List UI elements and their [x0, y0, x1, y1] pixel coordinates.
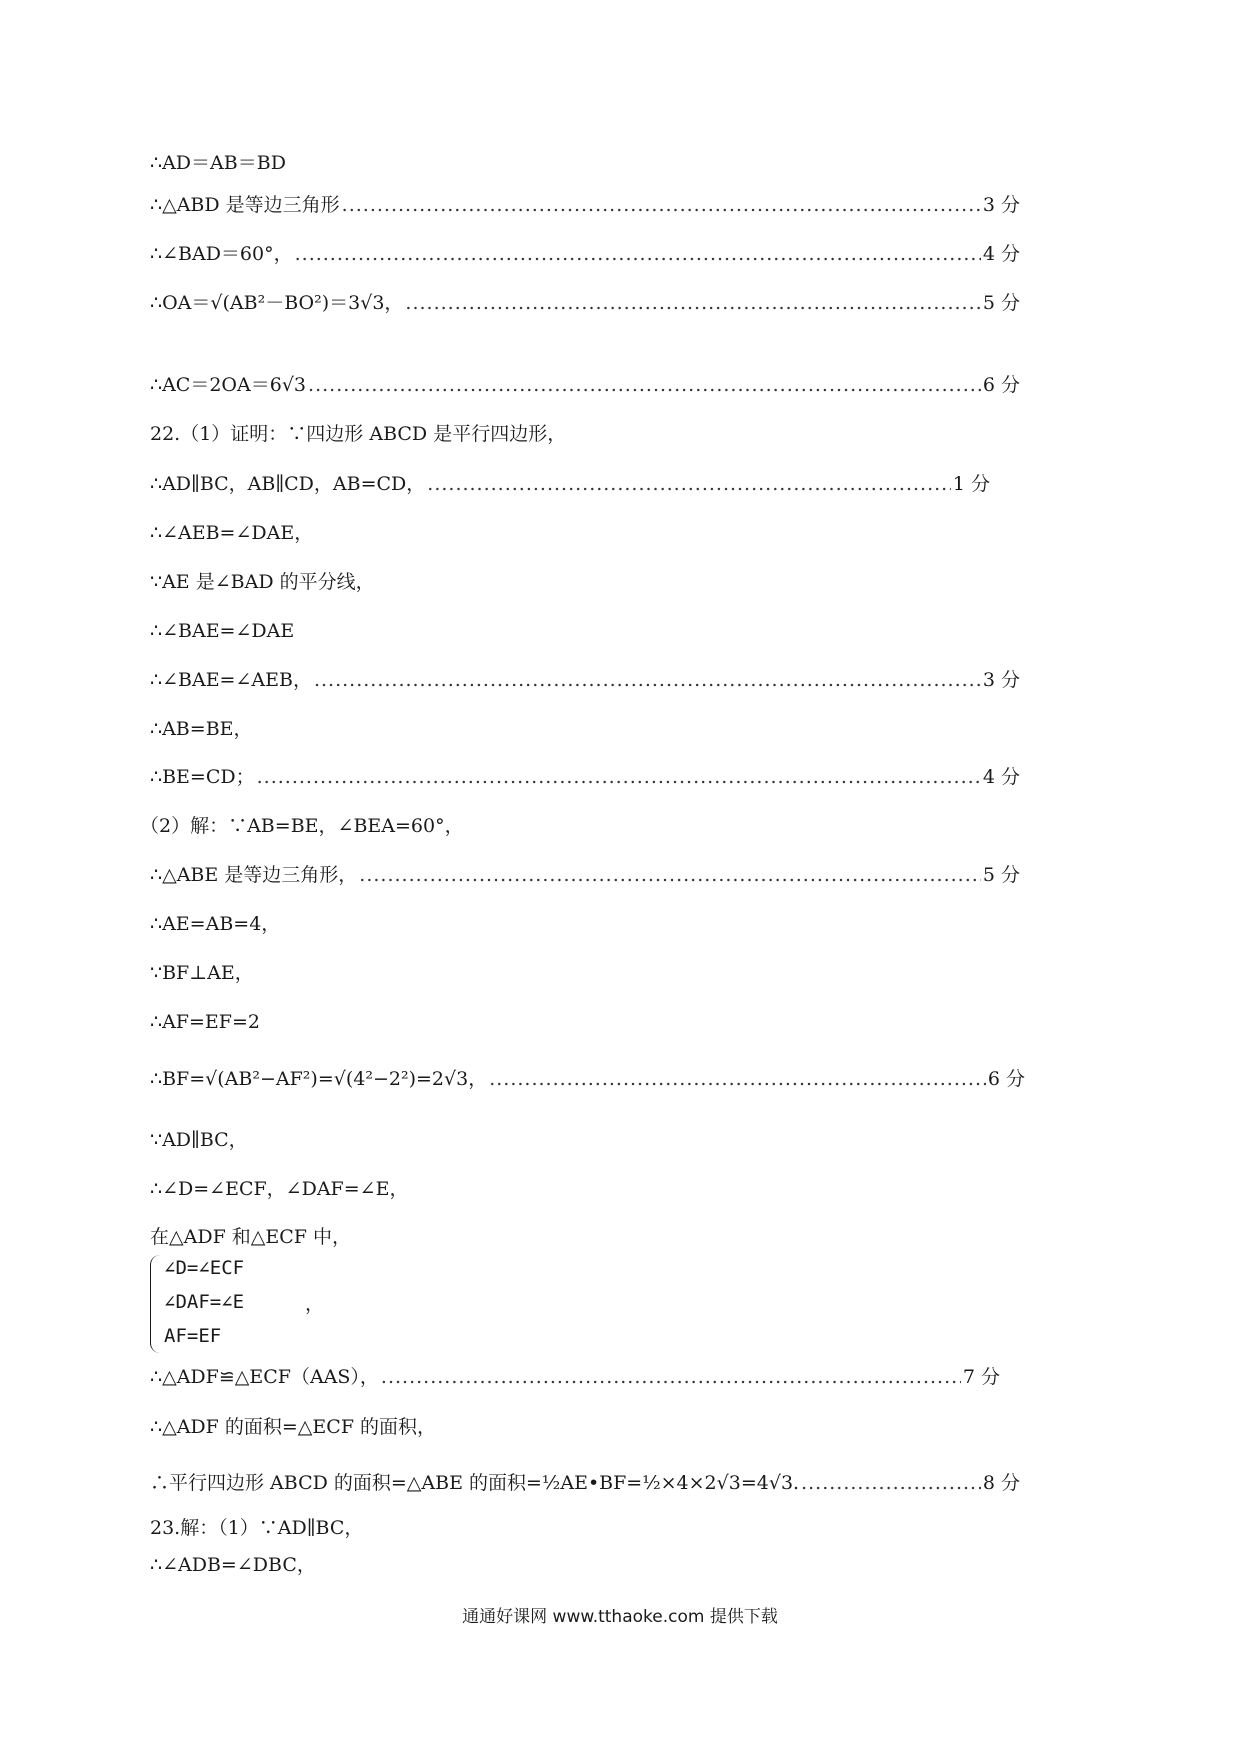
leader-dots	[359, 862, 981, 888]
line-5-text: ∴AC＝2OA＝6√3	[150, 374, 307, 396]
line-1	[150, 150, 286, 176]
line-9	[150, 569, 375, 595]
line-18	[150, 1009, 260, 1035]
line-4-text: ∴OA＝√(AB²－BO²)＝3√3，	[150, 292, 404, 314]
line-24	[150, 1414, 436, 1440]
line-25	[150, 1470, 1020, 1496]
line-14	[140, 813, 464, 839]
leader-dots	[489, 1066, 986, 1092]
equation-2: ∠DAF=∠E	[164, 1291, 245, 1313]
page-footer: 通通好课网 www.tthaoke.com 提供下载	[462, 1607, 778, 1627]
left-brace	[150, 1255, 163, 1353]
line-13-text: ∴BE=CD；	[150, 766, 255, 788]
line-12	[150, 716, 253, 742]
leader-dots	[257, 764, 981, 790]
equation-3: AF=EF	[164, 1325, 222, 1347]
line-12-text: ∴AB=BE，	[150, 718, 253, 740]
line-1-text: ∴AD＝AB＝BD	[150, 152, 286, 174]
leader-dots	[405, 290, 980, 316]
line-23-score: 7 分	[962, 1366, 1000, 1388]
line-26-text: 23.解：（1）∵AD∥BC，	[150, 1517, 364, 1539]
line-7-score: 1 分	[952, 473, 990, 495]
line-11-text: ∴∠BAE=∠AEB，	[150, 669, 312, 691]
line-19	[150, 1066, 1025, 1092]
line-13-score: 4 分	[982, 766, 1020, 788]
line-13	[150, 764, 1020, 790]
line-24-text: ∴△ADF 的面积=△ECF 的面积，	[150, 1416, 437, 1438]
line-6	[150, 421, 566, 447]
line-9-text: ∵AE 是∠BAD 的平分线，	[150, 571, 375, 593]
line-20-text: ∵AD∥BC，	[150, 1129, 248, 1151]
leader-dots	[308, 372, 981, 398]
line-16-text: ∴AE=AB=4，	[150, 913, 281, 935]
line-17-text: ∵BF⊥AE，	[150, 962, 254, 984]
line-16	[150, 911, 280, 937]
line-14-text: （2）解：∵AB=BE，∠BEA=60°，	[140, 815, 464, 837]
line-15-text: ∴△ABE 是等边三角形，	[150, 864, 358, 886]
line-26	[150, 1515, 363, 1541]
line-27	[150, 1552, 316, 1578]
line-5	[150, 372, 1020, 398]
line-19-text: ∴BF=√(AB²−AF²)=√(4²−2²)=2√3，	[150, 1068, 488, 1090]
line-5-score: 6 分	[982, 374, 1020, 396]
line-18-text: ∴AF=EF=2	[150, 1011, 260, 1033]
line-3	[150, 241, 1020, 267]
line-4-score: 5 分	[982, 292, 1020, 314]
line-10	[150, 618, 294, 644]
line-3-text: ∴∠BAD＝60°，	[150, 243, 293, 265]
leader-dots	[314, 667, 981, 693]
leader-dots	[381, 1364, 961, 1390]
leader-dots	[342, 192, 981, 218]
system-comma: ，	[305, 1293, 325, 1315]
line-11	[150, 667, 1020, 693]
line-7	[150, 471, 990, 497]
line-20	[150, 1127, 248, 1153]
line-22-text: 在△ADF 和△ECF 中，	[150, 1226, 352, 1248]
line-10-text: ∴∠BAE=∠DAE	[150, 620, 295, 642]
leader-dots	[427, 471, 951, 497]
line-2	[150, 192, 1020, 218]
line-11-score: 3 分	[982, 669, 1020, 691]
leader-dots	[801, 1470, 981, 1496]
line-8-text: ∴∠AEB=∠DAE，	[150, 522, 314, 544]
line-19-score: 6 分	[987, 1068, 1025, 1090]
leader-dots	[295, 241, 981, 267]
line-17	[150, 960, 254, 986]
line-21-text: ∴∠D=∠ECF，∠DAF=∠E，	[150, 1178, 409, 1200]
line-2-score: 3 分	[982, 194, 1020, 216]
line-23-text: ∴△ADF≌△ECF（AAS），	[150, 1366, 379, 1388]
line-3-score: 4 分	[982, 243, 1020, 265]
line-21	[150, 1176, 408, 1202]
equation-1: ∠D=∠ECF	[164, 1257, 245, 1279]
line-8	[150, 520, 313, 546]
line-4	[150, 290, 1020, 316]
line-27-text: ∴∠ADB=∠DBC，	[150, 1554, 316, 1576]
line-25-score: 8 分	[982, 1472, 1020, 1494]
line-15-score: 5 分	[982, 864, 1020, 886]
line-23	[150, 1364, 1000, 1390]
line-6-text: 22.（1）证明：∵四边形 ABCD 是平行四边形，	[150, 423, 567, 445]
line-7-text: ∴AD∥BC，AB∥CD，AB=CD，	[150, 473, 426, 495]
line-22	[150, 1224, 351, 1250]
line-2-text: ∴△ABD 是等边三角形	[150, 194, 340, 216]
line-15	[150, 862, 1020, 888]
line-25-text: ∴平行四边形 ABCD 的面积=△ABE 的面积=½AE•BF=½×4×2√3=4√3.	[150, 1472, 800, 1494]
